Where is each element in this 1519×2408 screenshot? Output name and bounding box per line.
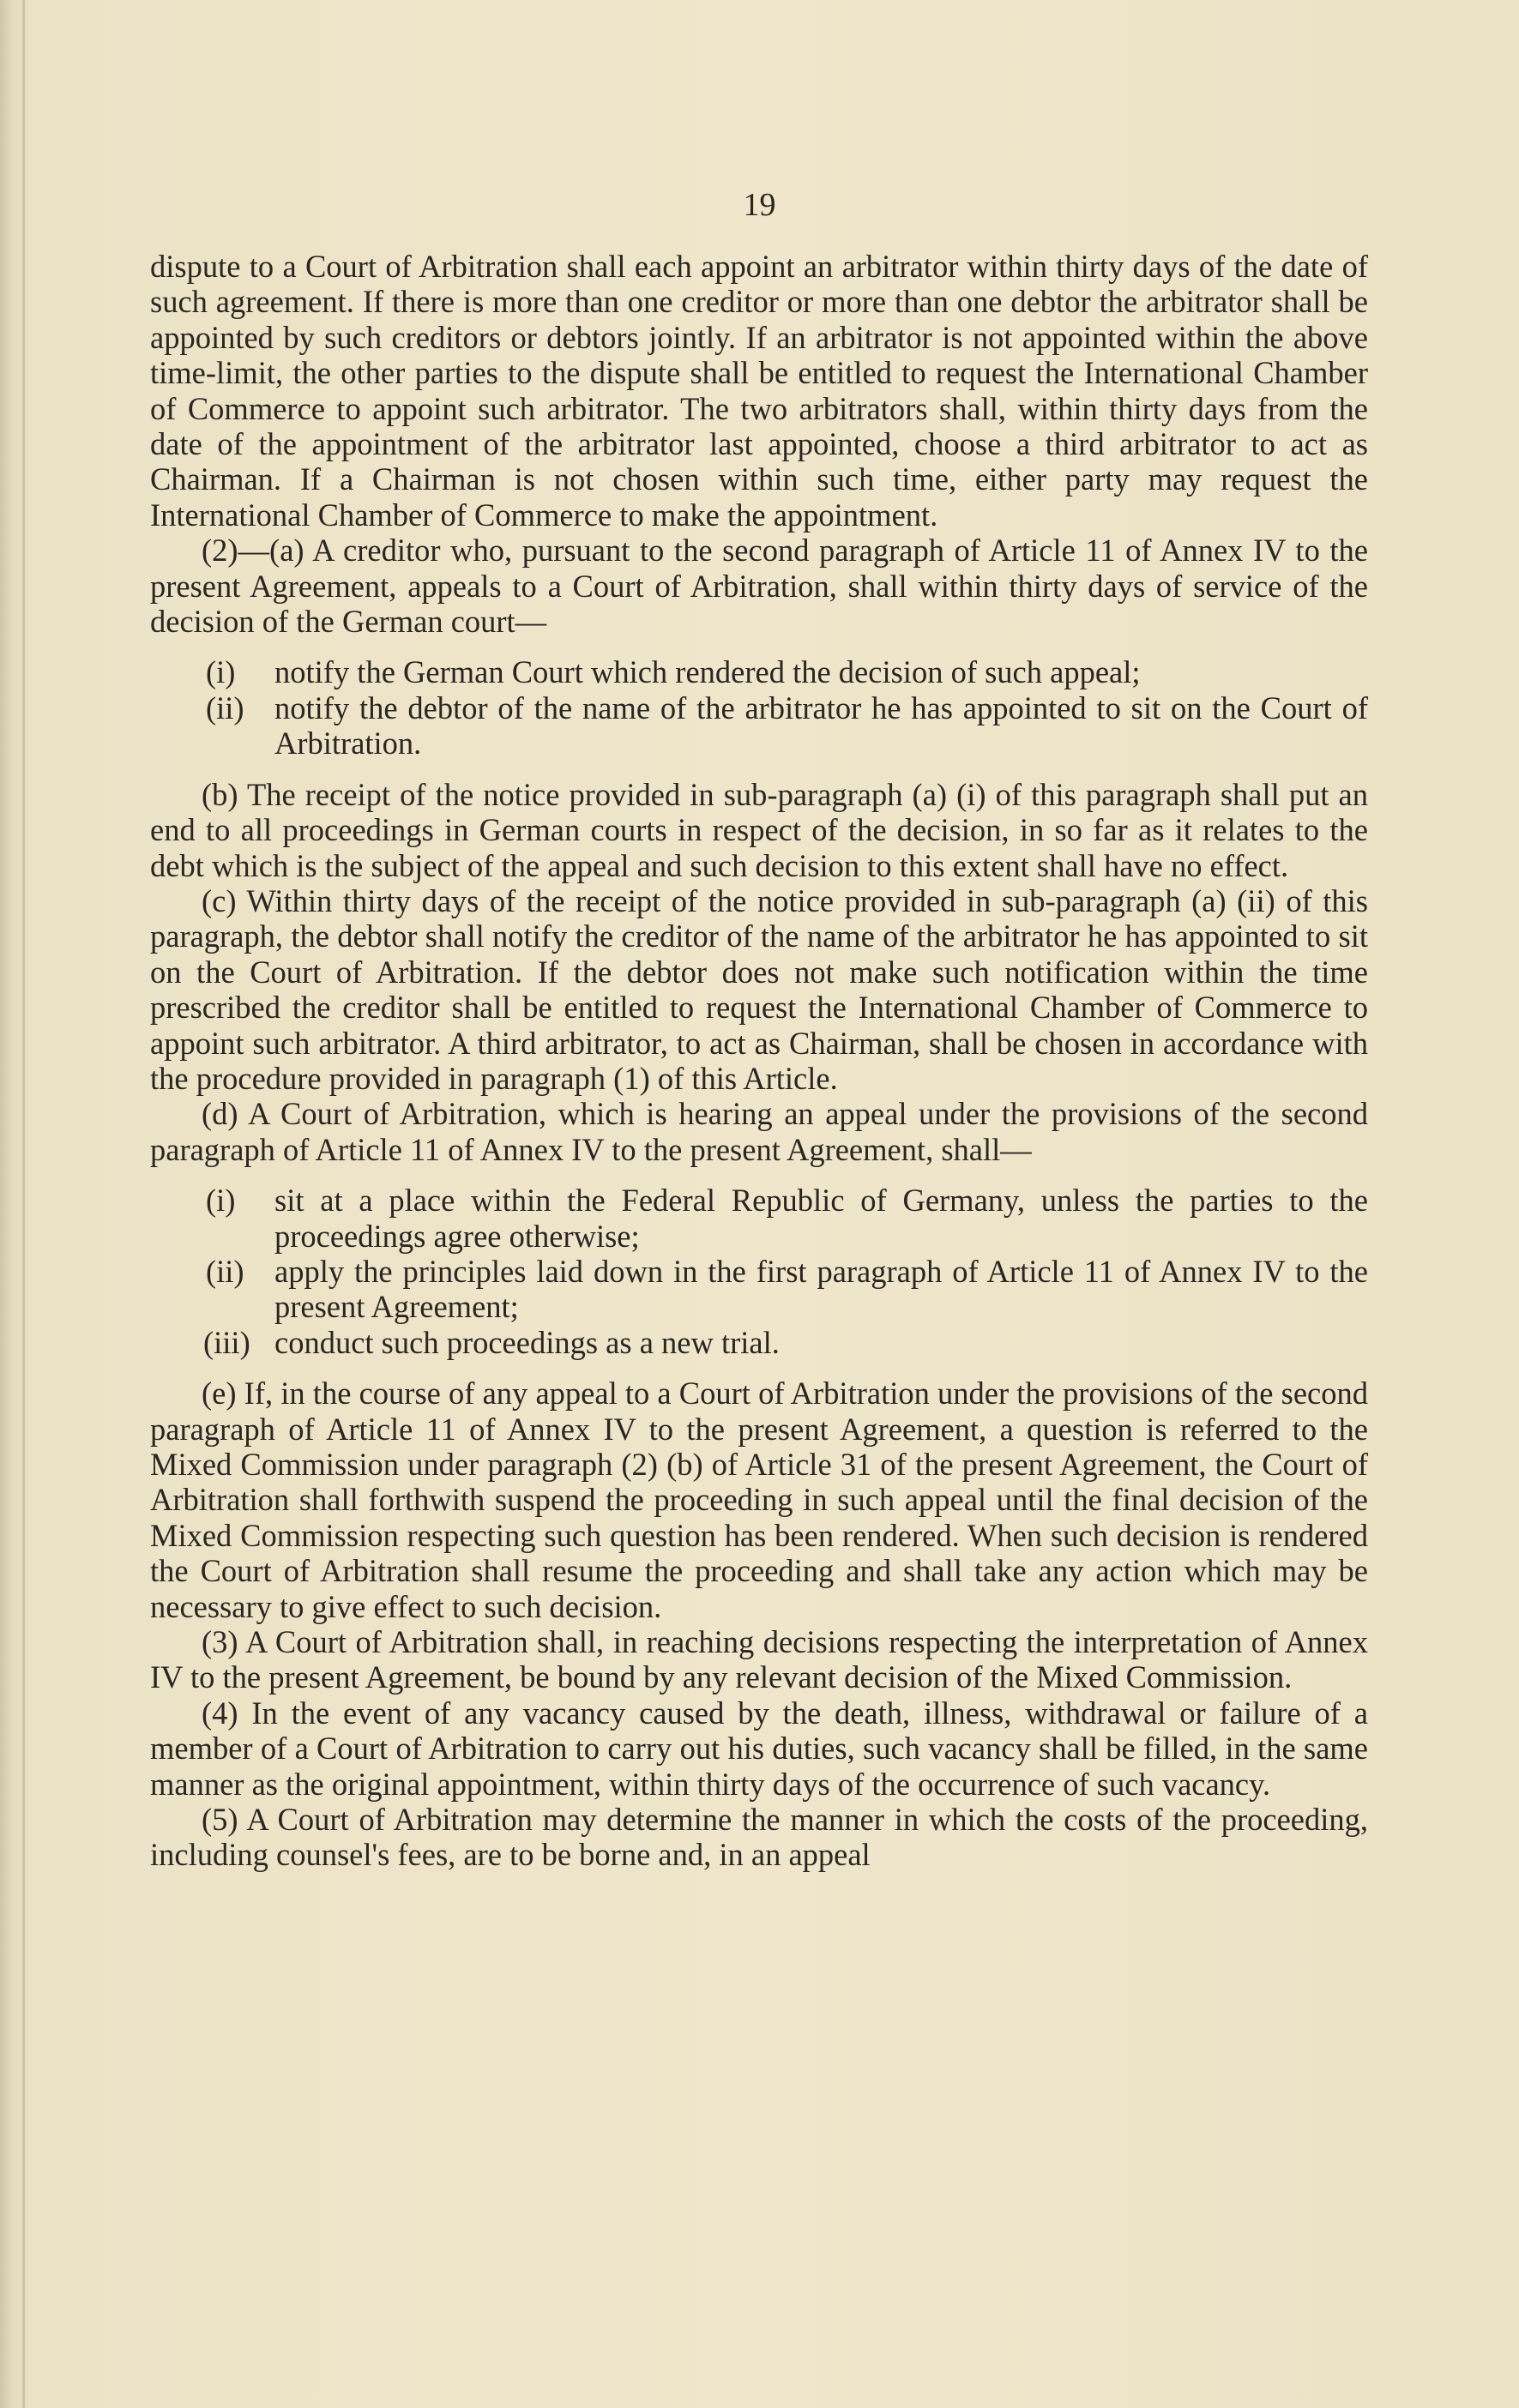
- paragraph-2b: (b) The receipt of the notice provided in sub-paragraph (a) (i) of this paragraph shall put an end to all proceedings in German courts in respect of the decision, in so far as it relates to the debt which is the subject of the appeal and such decision to this extent shall have no effect.: [150, 776, 1368, 883]
- paragraph-3: (3) A Court of Arbitration shall, in reaching decisions respecting the interpretation of Annex IV to the present Agreement, be bound by any relevant decision of the Mixed Commission.: [150, 1624, 1368, 1695]
- paragraph-5: (5) A Court of Arbitration may determine the manner in which the costs of the proceeding, including counsel's fees, are to be borne and, in an appeal: [150, 1802, 1368, 1873]
- page-number: 19: [743, 187, 776, 223]
- item-number: (iii): [203, 1324, 250, 1360]
- list-item: [150, 690, 1368, 762]
- item-number: (ii): [206, 689, 244, 725]
- list-item: [150, 1254, 1368, 1325]
- paragraph-2a: (2)—(a) A creditor who, pursuant to the second paragraph of Article 11 of Annex IV to the present Agreement, appeals to a Court of Arbitration, shall within thirty days of service of the decision of the German court—: [150, 533, 1368, 640]
- body-text: [150, 249, 1368, 1873]
- item-number: (i): [206, 1183, 236, 1219]
- paragraph-2e: (e) If, in the course of any appeal to a Court of Arbitration under the provisions of the second paragraph of Article 11 of Annex IV to the present Agreement, a question is referred to the Mixed Commission under paragraph (2) (b) of Article 31 of the present Agreement, the Court of Arbitration shall forthwith suspend the proceeding in such appeal until the final decision of the Mixed Commission respecting such question has been rendered. When such decision is rendered the Court of Arbitration shall resume the proceeding and shall take any action which may be necessary to give effect to such decision.: [150, 1376, 1368, 1624]
- item-text: notify the debtor of the name of the arbitrator he has appointed to sit on the Court of Arbitration.: [274, 689, 1368, 762]
- list-item: [150, 654, 1368, 689]
- paragraph-4: (4) In the event of any vacancy caused by the death, illness, withdrawal or failure of a member of a Court of Arbitration to carry out his duties, such vacancy shall be filled, in the same manner as the original appointment, within thirty days of the occurrence of such vacancy.: [150, 1695, 1368, 1802]
- binding-shadow: [22, 0, 25, 2408]
- paragraph-2d: (d) A Court of Arbitration, which is hearing an appeal under the provisions of the second paragraph of Article 11 of Annex IV to the present Agreement, shall—: [150, 1096, 1368, 1167]
- list-item: [150, 1183, 1368, 1254]
- item-text: notify the German Court which rendered the decision of such appeal;: [274, 654, 1141, 690]
- item-number: (i): [206, 654, 236, 690]
- item-text: sit at a place within the Federal Republic of Germany, unless the parties to the proceedings agree otherwise;: [274, 1183, 1368, 1254]
- item-text: conduct such proceedings as a new trial.: [274, 1324, 780, 1360]
- list-item: [150, 1325, 1368, 1360]
- paragraph-2c: (c) Within thirty days of the receipt of the notice provided in sub-paragraph (a) (ii) of this paragraph, the debtor shall notify the creditor of the name of the arbitrator he has appointed to sit on the Court of Arbitration. If the debtor does not make such notification within the time prescribed the creditor shall be entitled to request the International Chamber of Commerce to appoint such arbitrator. A third arbitrator, to act as Chairman, shall be chosen in accordance with the procedure provided in paragraph (1) of this Article.: [150, 882, 1368, 1096]
- paragraph-1-continuation: dispute to a Court of Arbitration shall each appoint an arbitrator within thirty days of the date of such agreement. If there is more than one creditor or more than one debtor the arbitrator shall be appointed by such creditors or debtors jointly. If an arbitrator is not appointed within the above time-limit, the other parties to the dispute shall be entitled to request the International Chamber of Commerce to appoint such arbitrator. The two arbitrators shall, within thirty days from the date of the appointment of the arbitrator last appointed, choose a third arbitrator to act as Chairman. If a Chairman is not chosen within such time, either party may request the International Chamber of Commerce to make the appointment.: [150, 249, 1368, 533]
- item-text: apply the principles laid down in the first paragraph of Article 11 of Annex IV to the present Agreement;: [274, 1253, 1368, 1325]
- item-number: (ii): [206, 1253, 244, 1289]
